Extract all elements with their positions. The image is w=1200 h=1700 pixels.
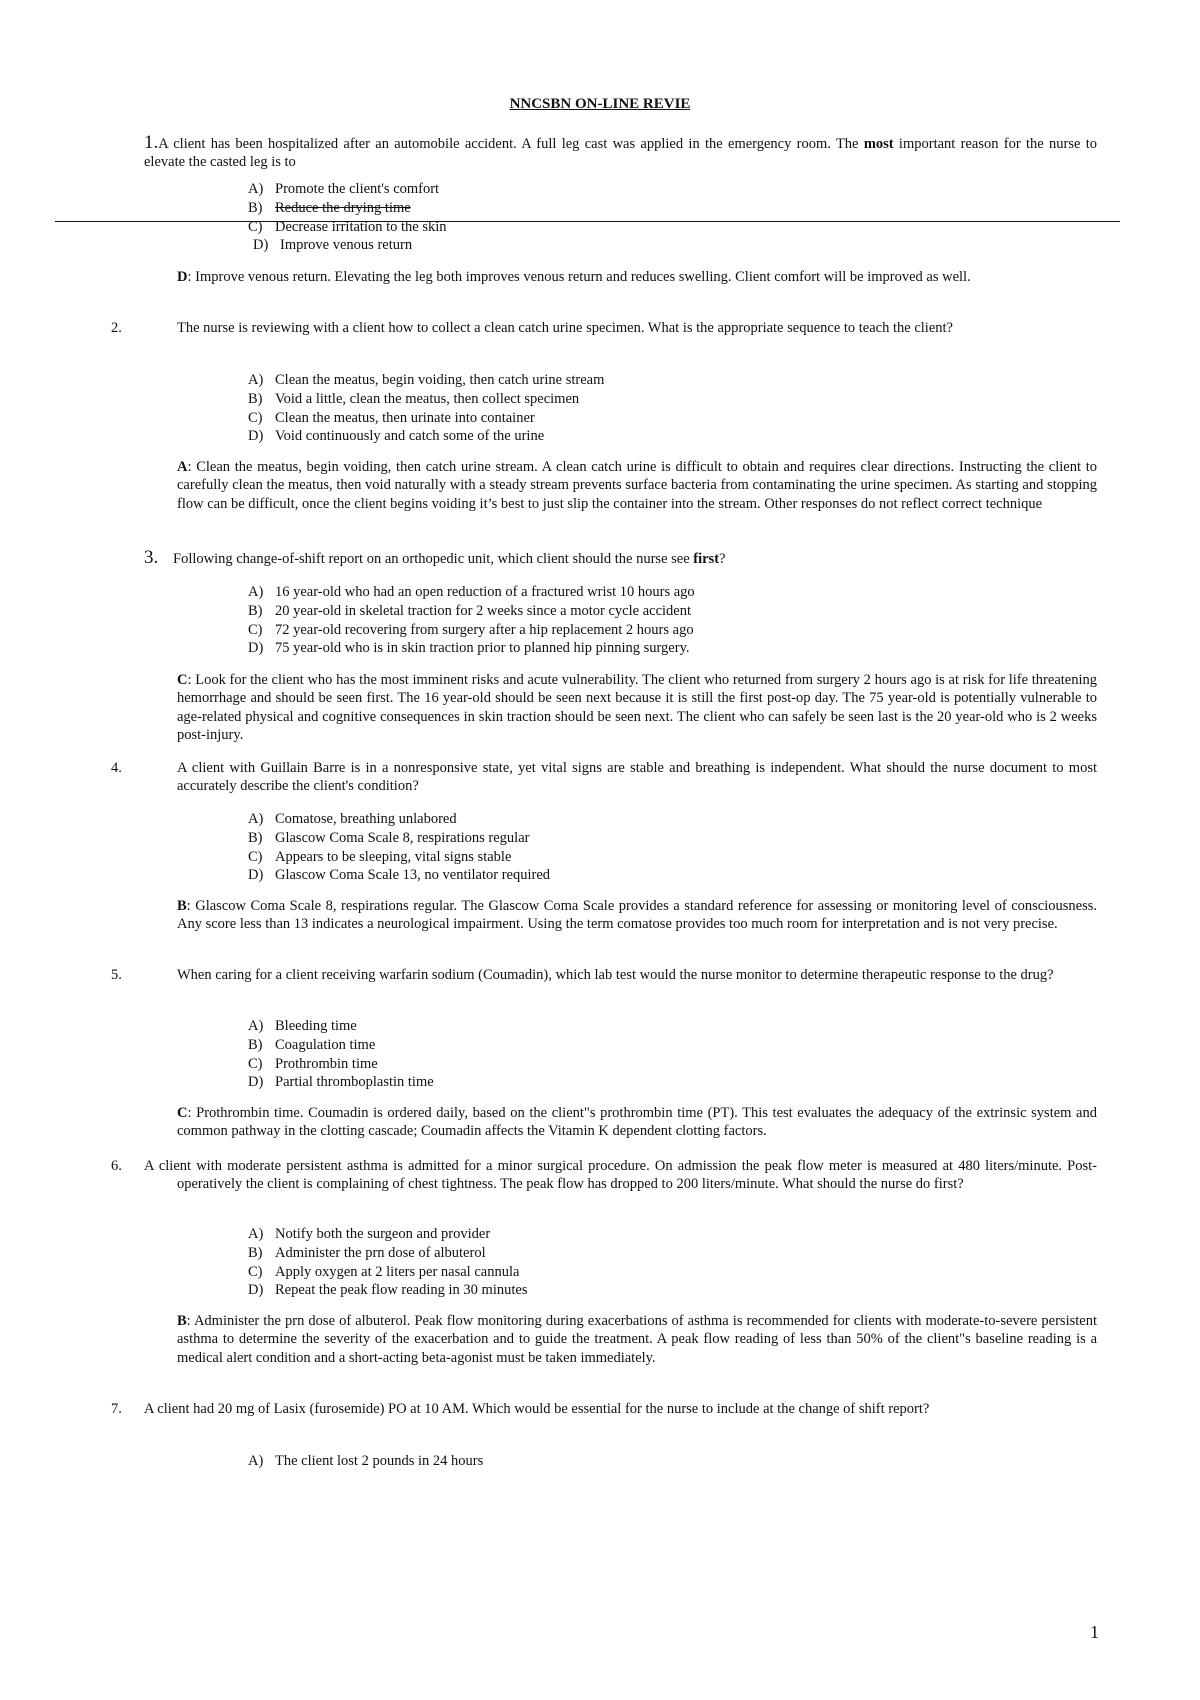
option-a: A) Notify both the surgeon and provider — [248, 1226, 491, 1242]
question-number: 5. — [111, 967, 122, 983]
question-2: 2. The nurse is reviewing with a client how to collect a clean catch urine specimen. What is the appropriate sequence to teach the client? — [111, 320, 953, 336]
option-d: D) Void continuously and catch some of the urine — [248, 428, 545, 445]
page-number: 1 — [1090, 1622, 1099, 1642]
answer-6: B: Administer the prn dose of albuterol. Peak flow monitoring during exacerbations of asthma is recommended for clients with moderate-to-severe persistent asthma to determine the severity of the exacerbation and to guide the treatment. A peak flow reading of less than 50% of the client"s baseline reading is a medical alert condition and a short-acting beta-agonist must be taken immediately. — [177, 1313, 1097, 1366]
question-number: 4. — [111, 760, 122, 776]
option-c: C) Clean the meatus, then urinate into container — [248, 409, 535, 426]
question-3: 3. Following change-of-shift report on an orthopedic unit, which client should the nurse see first? — [144, 547, 726, 568]
options-5 — [248, 1017, 948, 1092]
question-6: 6. A client with moderate persistent asthma is admitted for a minor surgical procedure. On admission the peak flow meter is measured at 480 liters/minute. Post-operatively the client is complaining of chest tightness. The peak flow has dropped to 200 liters/minute. What should the nurse do first? — [111, 1158, 1097, 1192]
option-a: A) The client lost 2 pounds in 24 hours — [248, 1453, 484, 1469]
option-c: C) Prothrombin time — [248, 1055, 378, 1072]
options-1 — [248, 180, 948, 255]
option-a: A) Comatose, breathing unlabored — [248, 811, 457, 827]
options-6 — [248, 1225, 948, 1300]
option-d: D) Glascow Coma Scale 13, no ventilator required — [248, 867, 551, 884]
option-d: D) Partial thromboplastin time — [248, 1074, 434, 1091]
option-d: D) 75 year-old who is in skin traction prior to planned hip pinning surgery. — [248, 640, 690, 657]
question-number: 2. — [111, 320, 122, 336]
options-7 — [248, 1452, 948, 1471]
option-b: B) Administer the prn dose of albuterol — [248, 1244, 486, 1261]
option-a: A) Clean the meatus, begin voiding, then catch urine stream — [248, 372, 605, 388]
options-3 — [248, 583, 948, 658]
options-2 — [248, 371, 948, 446]
question-number: 3. — [144, 547, 159, 568]
answer-1: D: Improve venous return. Elevating the leg both improves venous return and reduces swelling. Client comfort will be improved as well. — [177, 269, 971, 285]
option-c: C) Decrease irritation to the skin — [248, 218, 447, 235]
option-d: D) Repeat the peak flow reading in 30 minutes — [248, 1282, 528, 1299]
option-a: A) 16 year-old who had an open reduction of a fractured wrist 10 hours ago — [248, 584, 695, 600]
option-b: B) Coagulation time — [248, 1036, 376, 1053]
option-c: C) Appears to be sleeping, vital signs stable — [248, 848, 512, 865]
option-b: B) Void a little, clean the meatus, then collect specimen — [248, 390, 580, 407]
option-d: D) Improve venous return — [253, 237, 413, 254]
question-4: 4. A client with Guillain Barre is in a nonresponsive state, yet vital signs are stable and breathing is independent. What should the nurse document to most accurately describe the client's condition? — [111, 760, 1097, 794]
options-4 — [248, 810, 948, 885]
option-b: B) Reduce the drying time — [248, 199, 411, 216]
option-c: C) 72 year-old recovering from surgery after a hip replacement 2 hours ago — [248, 621, 694, 638]
answer-3: C: Look for the client who has the most imminent risks and acute vulnerability. The client who returned from surgery 2 hours ago is at risk for life threatening hemorrhage and should be seen first. The 16 year-old should be seen next because it is still the first post-op day. The 75 year-old is potentially vulnerable to age-related physical and cognitive consequences in skin traction should be seen next. The client who can safely be seen last is the 20 year-old who is 2 weeks post-injury. — [177, 672, 1097, 744]
option-b: B) Glascow Coma Scale 8, respirations regular — [248, 829, 530, 846]
option-a: A) Promote the client's comfort — [248, 181, 440, 197]
question-7: 7. A client had 20 mg of Lasix (furosemide) PO at 10 AM. Which would be essential for the nurse to include at the change of shift report? — [111, 1401, 930, 1417]
answer-4: B: Glascow Coma Scale 8, respirations regular. The Glascow Coma Scale provides a standard reference for assessing or monitoring level of consciousness. Any score less than 13 indicates a neurological impairment. Using the term comatose provides too much room for interpretation and is not very precise. — [177, 898, 1097, 933]
horizontal-rule — [55, 221, 1120, 222]
option-b: B) 20 year-old in skeletal traction for 2 weeks since a motor cycle accident — [248, 602, 692, 619]
option-a: A) Bleeding time — [248, 1018, 357, 1034]
option-c: C) Apply oxygen at 2 liters per nasal cannula — [248, 1263, 520, 1280]
question-5: 5. When caring for a client receiving warfarin sodium (Coumadin), which lab test would the nurse monitor to determine therapeutic response to the drug? — [111, 967, 1054, 983]
question-number: 1. — [144, 132, 159, 153]
question-1: 1.A client has been hospitalized after an automobile accident. A full leg cast was applied in the emergency room. The most important reason for the nurse to elevate the casted leg is to — [144, 132, 1098, 170]
page-title: NNCSBN ON-LINE REVIE — [509, 96, 691, 112]
answer-5: C: Prothrombin time. Coumadin is ordered daily, based on the client"s prothrombin time (PT). This test evaluates the adequacy of the extrinsic system and common pathway in the clotting cascade; Coumadin affects the Vitamin K dependent clotting factors. — [177, 1105, 1097, 1140]
answer-2: A: Clean the meatus, begin voiding, then catch urine stream. A clean catch urine is difficult to obtain and requires clear directions. Instructing the client to carefully clean the meatus, then void naturally with a steady stream prevents surface bacteria from contaminating the urine specimen. As starting and stopping flow can be difficult, once the client begins voiding it’s best to just slip the container into the stream. Other responses do not reflect correct technique — [177, 459, 1097, 512]
